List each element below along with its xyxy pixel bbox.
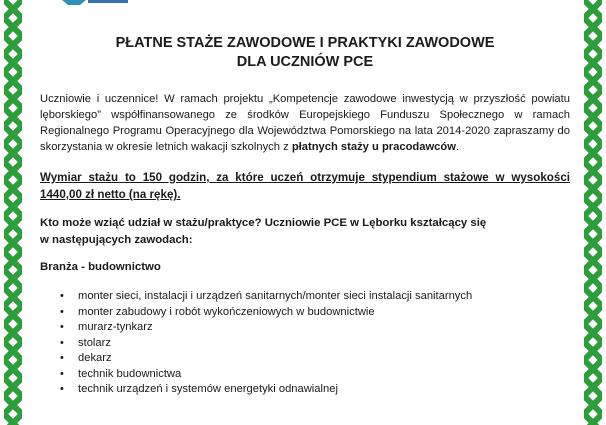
intro-end: . [455,141,460,153]
intro-paragraph [40,91,570,155]
branch-heading: Branża - budownictwo [40,261,161,273]
intro-emphasis: płatnych staży u pracodawców [291,141,456,153]
eligibility-question [40,215,570,248]
logo-shape [62,0,86,5]
question-line-1: Kto może wziąć udział w stażu/praktyce? Uczniowie PCE w Lęborku kształcący się [40,217,487,229]
list-item: • monter sieci, instalacji i urządzeń sanitarnych/monter sieci instalacji sanitarnych [60,289,570,305]
logo-bar [88,0,128,3]
question-line-2: w następujących zawodach: [40,233,193,246]
intro-text: Uczniowie i uczennice! W ramach projektu „Kompetencje zawodowe inwestycją w przyszłość powiatu lęborskiego” współfinansowanego ze środków Europejskiego Funduszu Społecznego w ramach Regionalnego Programu Operacyjnego dla Województwa Pomorskiego na lata 2014-2020 zapraszamy do skorzystania w okresie letnich wakacji szkolnych z [40,93,570,153]
document-title [40,34,570,72]
title-line-2: DLA UCZNIÓW PCE [236,54,374,70]
list-item: • murarz-tynkarz [60,320,570,336]
decorative-border-left [4,0,22,425]
list-item: • stolarz [60,336,570,352]
list-item: • monter zabudowy i robót wykończeniowych w budownictwie [60,305,570,321]
stipend-paragraph: Wymiar stażu to 150 godzin, za które uczeń otrzymuje stypendium stażowe w wysokości 1440,00 zł netto (na rękę). [40,171,570,201]
header-logo-fragment [62,0,136,6]
list-item: • dekarz [60,351,570,367]
decorative-border-right [584,0,602,425]
occupation-list [40,289,570,398]
list-item: • technik budownictwa [60,367,570,383]
document-page [40,34,570,398]
list-item: • technik urządzeń i systemów energetyki odnawialnej [60,382,570,398]
title-line-1: PŁATNE STAŻE ZAWODOWE I PRAKTYKI ZAWODOWE [115,35,495,51]
